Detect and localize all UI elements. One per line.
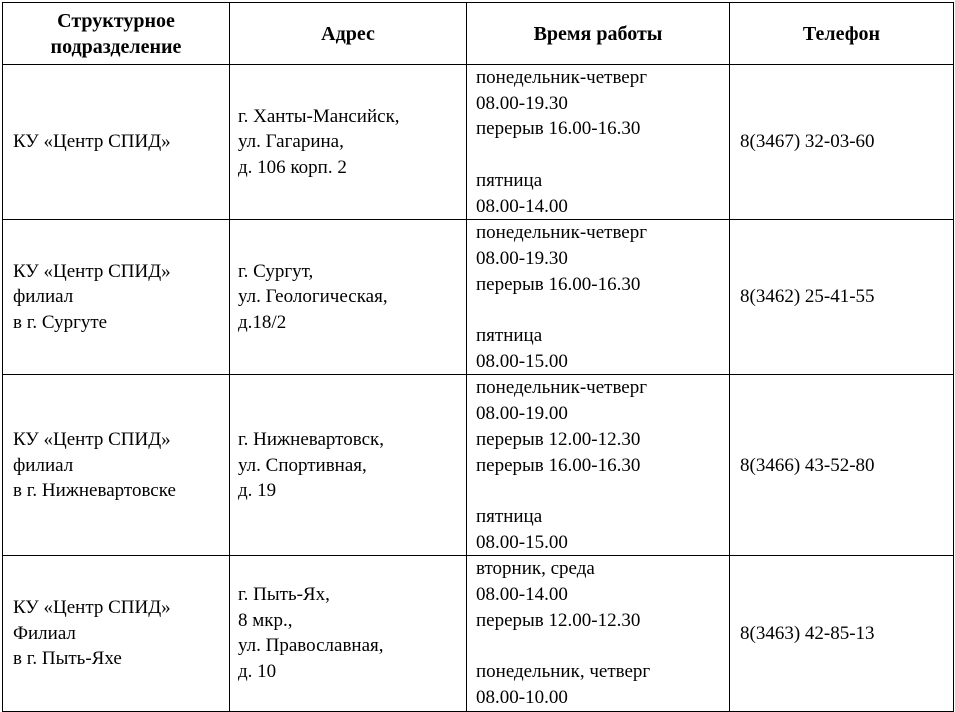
hours-line: перерыв 16.00-16.30 xyxy=(476,454,641,476)
hours-line: 08.00-19.30 xyxy=(476,92,568,114)
unit-cell xyxy=(3,375,230,556)
address-line: ул. Геологическая, xyxy=(238,286,388,308)
table-row xyxy=(3,375,954,556)
hours-cell xyxy=(467,556,730,711)
unit-line: филиал xyxy=(13,454,74,476)
unit-line: в г. Сургуте xyxy=(13,312,108,334)
phone-cell: 8(3463) 42-85-13 xyxy=(730,556,954,711)
hours-line: вторник, среда xyxy=(476,558,595,580)
address-line: ул. Православная, xyxy=(238,635,384,657)
address-line: д. 106 корп. 2 xyxy=(238,156,347,178)
hours-line: перерыв 16.00-16.30 xyxy=(476,118,641,140)
address-line: г. Нижневартовск, xyxy=(238,428,384,450)
unit-line: КУ «Центр СПИД» xyxy=(13,596,171,618)
address-line: ул. Спортивная, xyxy=(238,454,367,476)
address-cell xyxy=(230,65,467,220)
address-line: ул. Гагарина, xyxy=(238,131,344,153)
table-row xyxy=(3,65,954,220)
address-line: д.18/2 xyxy=(238,312,287,334)
address-cell xyxy=(230,375,467,556)
hours-line: 08.00-15.00 xyxy=(476,531,568,553)
hours-cell xyxy=(467,375,730,556)
hours-cell xyxy=(467,220,730,375)
branches-table xyxy=(2,2,954,712)
hours-line: понедельник-четверг xyxy=(476,222,648,244)
hours-line: перерыв 16.00-16.30 xyxy=(476,273,641,295)
header-unit-line: подразделение xyxy=(50,35,182,58)
unit-line: в г. Пыть-Яхе xyxy=(13,648,122,670)
address-line: д. 10 xyxy=(238,661,277,683)
header-row xyxy=(3,3,954,65)
unit-line: КУ «Центр СПИД» xyxy=(13,428,171,450)
address-line: 8 мкр., xyxy=(238,609,293,631)
hours-line: 08.00-19.00 xyxy=(476,403,568,425)
unit-cell xyxy=(3,556,230,711)
table-row xyxy=(3,220,954,375)
address-line: д. 19 xyxy=(238,480,277,502)
unit-cell xyxy=(3,220,230,375)
hours-line: понедельник-четверг xyxy=(476,377,648,399)
phone-cell: 8(3466) 43-52-80 xyxy=(730,375,954,556)
address-cell xyxy=(230,220,467,375)
phone-cell: 8(3467) 32-03-60 xyxy=(730,65,954,220)
table-row xyxy=(3,556,954,711)
hours-line: пятница xyxy=(476,505,543,527)
header-phone: Телефон xyxy=(730,3,954,65)
header-address: Адрес xyxy=(230,3,467,65)
header-hours: Время работы xyxy=(467,3,730,65)
unit-line: КУ «Центр СПИД» xyxy=(13,260,171,282)
hours-line: 08.00-19.30 xyxy=(476,247,568,269)
hours-line: пятница xyxy=(476,325,543,346)
hours-line: 08.00-15.00 xyxy=(476,350,568,372)
hours-line: понедельник, четверг xyxy=(476,661,651,683)
hours-cell xyxy=(467,65,730,220)
address-line: г. Сургут, xyxy=(238,260,314,282)
hours-line: перерыв 12.00-12.30 xyxy=(476,609,641,631)
hours-line: пятница xyxy=(476,169,543,191)
unit-cell xyxy=(3,65,230,220)
hours-line: перерыв 12.00-12.30 xyxy=(476,428,641,450)
hours-line: 08.00-14.00 xyxy=(476,195,568,217)
hours-line: 08.00-14.00 xyxy=(476,584,568,606)
address-cell xyxy=(230,556,467,711)
unit-line: КУ «Центр СПИД» xyxy=(13,131,171,153)
phone-cell: 8(3462) 25-41-55 xyxy=(730,220,954,375)
unit-line: в г. Нижневартовске xyxy=(13,480,176,502)
unit-line: филиал xyxy=(13,286,74,308)
address-line: г. Пыть-Ях, xyxy=(238,584,330,605)
header-unit-line: Структурное xyxy=(57,9,175,32)
hours-line: понедельник-четверг xyxy=(476,67,648,88)
unit-line: Филиал xyxy=(13,622,76,644)
address-line: г. Ханты-Мансийск, xyxy=(238,105,400,127)
header-unit xyxy=(3,3,230,65)
hours-line: 08.00-10.00 xyxy=(476,686,568,708)
